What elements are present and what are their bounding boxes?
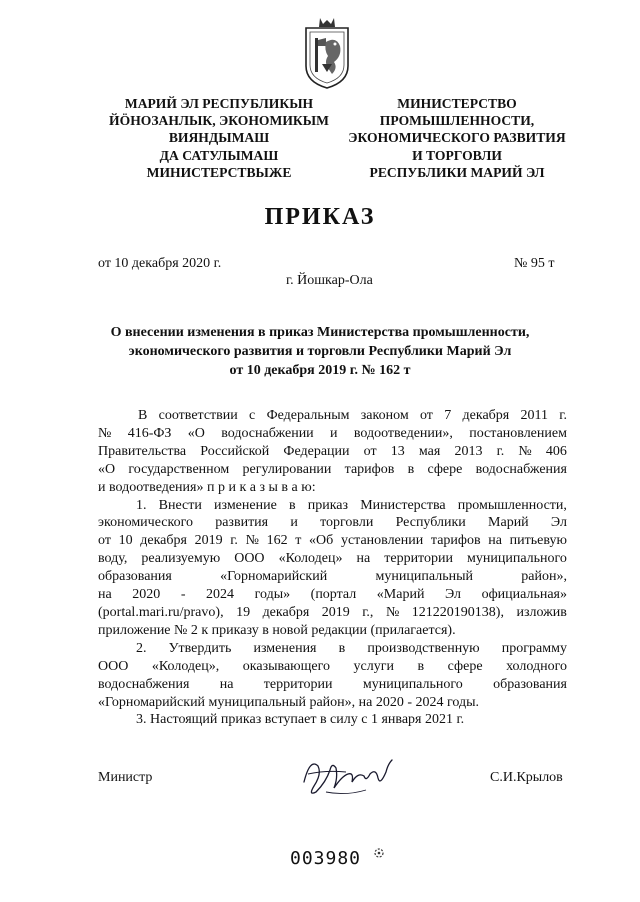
body-word: постановлением (469, 425, 567, 441)
body-word: оказывающего (242, 658, 331, 674)
body-line (98, 532, 567, 550)
subject-line: О внесении изменения в приказ Министерства промышленности, (110, 325, 530, 340)
header-right-line: РЕСПУБЛИКИ МАРИЙ ЭЛ (369, 164, 545, 180)
stamp-mark-icon (372, 846, 386, 860)
body-word: соответствии (158, 408, 238, 423)
body-word: от (363, 443, 377, 459)
body-word: район», (521, 569, 567, 585)
document-number: № 95 т (514, 256, 555, 271)
body-word: Правительства (98, 443, 187, 459)
header-right-line: МИНИСТЕРСТВО (397, 96, 517, 111)
body-line (98, 514, 567, 532)
body-line (98, 425, 567, 443)
signer-role: Министр (98, 770, 153, 785)
body-word: г. (559, 408, 567, 423)
body-word: питьевую (509, 533, 567, 549)
body-word: торговли (320, 515, 374, 531)
body-word: регулировании (242, 461, 332, 477)
body-word: г. (230, 533, 238, 549)
body-word: г., (362, 604, 374, 620)
body-word: мая (418, 443, 441, 459)
body-word: № (385, 604, 400, 620)
body-word: 1. (136, 497, 147, 513)
body-word: программу (501, 640, 567, 656)
body-line (98, 676, 567, 694)
body-word: и (330, 425, 338, 441)
document-date: от 10 декабря 2020 г. (98, 256, 222, 271)
document-title: ПРИКАЗ (264, 204, 376, 230)
body-line: «Горномарийский муниципальный район», на 2020 - 2024 годы. (98, 694, 480, 710)
body-word: услуги (353, 658, 394, 674)
body-word: ООО (98, 658, 129, 674)
body-word: установлении (340, 533, 424, 549)
body-word: территории (263, 676, 333, 692)
body-word: 2020 (132, 587, 161, 603)
body-word: Федерации (283, 443, 350, 459)
body-word: от (98, 533, 111, 549)
header-left-line: МАРИЙ ЭЛ РЕСПУБЛИКЫН (124, 96, 314, 111)
document-city: г. Йошкар-Ола (286, 273, 373, 288)
body-word: водоснабжении (221, 425, 314, 441)
body-word: образования (98, 569, 172, 585)
body-word: официальная» (481, 587, 567, 603)
body-word: водоотведении», (353, 425, 453, 441)
body-word: Республики (395, 515, 466, 531)
document-subject (0, 323, 640, 380)
body-line: приложение № 2 к приказу в новой редакции (прилагается). (98, 622, 456, 638)
body-word: территории (384, 551, 453, 567)
header-left-line: ДА САТУЛЫМАШ (159, 147, 279, 163)
handwritten-signature (296, 752, 400, 800)
body-word: «Горномарийский (220, 569, 328, 585)
body-word: изменение (214, 497, 277, 513)
body-word: «О (98, 461, 116, 477)
body-word: Эл (550, 515, 567, 531)
body-word: Российской (200, 443, 270, 459)
body-word: «Колодец», (151, 658, 220, 674)
body-word: Утвердить (168, 640, 232, 656)
header-left-block (100, 95, 338, 181)
body-line: 3. Настоящий приказ вступает в силу с 1 января 2021 г. (136, 712, 465, 728)
body-word: производственную (367, 640, 480, 656)
body-word: «Колодец» (278, 551, 343, 567)
body-word: тарифов (344, 461, 395, 477)
body-line (98, 640, 567, 658)
body-word: водоснабжения (98, 676, 190, 692)
body-word: ООО (234, 551, 265, 567)
body-word: холодного (506, 658, 567, 674)
body-word: 2019 (194, 533, 223, 549)
header-right-line: ПРОМЫШЛЕННОСТИ, (379, 113, 535, 129)
body-word: № (245, 533, 259, 549)
body-word: 121220190138), (411, 604, 504, 620)
body-word: государственном (128, 461, 230, 477)
body-word: образования (493, 676, 567, 692)
body-line (98, 568, 567, 586)
header-right-block (338, 95, 576, 181)
body-word: с (249, 408, 256, 423)
body-word: тарифов (430, 533, 481, 549)
body-word: т (295, 533, 302, 549)
body-word: № (98, 425, 112, 441)
body-line (98, 497, 567, 515)
body-word: 7 (444, 408, 452, 423)
body-word: № (518, 443, 532, 459)
body-line (98, 550, 567, 568)
body-word: в (338, 640, 346, 656)
body-word: экономического (98, 515, 193, 531)
body-line (98, 407, 567, 425)
body-word: развития (215, 515, 269, 531)
body-word: декабря (462, 408, 510, 423)
body-word: Федеральным (266, 408, 350, 423)
header-right-line: И ТОРГОВЛИ (412, 147, 502, 163)
body-word: приказ (307, 497, 349, 513)
body-word: сфере (427, 461, 463, 477)
subject-line: от 10 декабря 2019 г. № 162 т (229, 363, 411, 378)
header-left-line: ЙӦНОЗАНЛЫК, ЭКОНОМИКЫМ (109, 113, 329, 129)
body-line (98, 443, 567, 461)
body-word: в (407, 461, 415, 477)
body-word: «Об (309, 533, 334, 549)
body-line: и водоотведения» п р и к а з ы в а ю: (98, 479, 316, 495)
body-word: на (98, 587, 112, 603)
body-word: на (356, 551, 371, 567)
subject-line: экономического развития и торговли Республики Марий Эл (128, 344, 512, 359)
body-word: реализуемую (141, 551, 221, 567)
body-word: 13 (390, 443, 405, 459)
body-word: на (219, 676, 234, 692)
body-word: Марий (488, 515, 529, 531)
body-word: в (288, 497, 296, 513)
body-word: (portal.mari.ru/pravo), (98, 604, 224, 620)
body-word: от (419, 408, 433, 423)
body-word: 2011 (520, 408, 548, 423)
body-word: сфере (447, 658, 483, 674)
body-word: законом (360, 408, 409, 423)
body-word: В (138, 408, 148, 423)
body-word: 2024 (206, 587, 235, 603)
body-word: изложив (516, 604, 567, 620)
body-line (98, 586, 567, 604)
body-word: Министерства (360, 497, 446, 513)
body-word: промышленности, (457, 497, 567, 513)
serial-number: 003980 (290, 848, 362, 869)
body-word: 406 (545, 443, 567, 459)
body-word: декабря (140, 533, 187, 549)
body-word: годы» (254, 587, 291, 603)
body-word: Эл (445, 587, 462, 603)
coat-of-arms-emblem (302, 16, 352, 90)
body-word: и (290, 515, 298, 531)
body-word: воду, (98, 551, 128, 567)
body-line (98, 604, 567, 622)
body-word: «О (187, 425, 205, 441)
body-word: изменения (253, 640, 317, 656)
body-word: 10 (118, 533, 133, 549)
body-word: - (180, 587, 186, 603)
body-line (98, 461, 567, 479)
body-word: 2013 (454, 443, 483, 459)
body-word: г. (496, 443, 505, 459)
body-word: водоснабжения (475, 461, 567, 477)
body-word: 19 (236, 604, 251, 620)
body-word: (портал (310, 587, 357, 603)
header-left-line: МИНИСТЕРСТВЫЖЕ (146, 164, 292, 180)
body-word: 2. (136, 640, 147, 656)
body-word: муниципальный (375, 569, 473, 585)
body-line (98, 658, 567, 676)
body-word: 162 (266, 533, 288, 549)
signer-name: С.И.Крылов (490, 770, 563, 785)
body-word: в (417, 658, 425, 674)
body-word: муниципального (362, 676, 463, 692)
body-word: муниципального (467, 551, 567, 567)
header-right-line: ЭКОНОМИЧЕСКОГО РАЗВИТИЯ (348, 130, 566, 146)
header-left-line: ВИЯНДЫМАШ (168, 130, 270, 146)
document-body (98, 407, 567, 729)
body-word: декабря (262, 604, 310, 620)
body-word: на (488, 533, 502, 549)
body-word: 2019 (321, 604, 350, 620)
body-word: 416-ФЗ (127, 425, 172, 441)
body-word: Внести (158, 497, 202, 513)
body-word: «Марий (376, 587, 425, 603)
